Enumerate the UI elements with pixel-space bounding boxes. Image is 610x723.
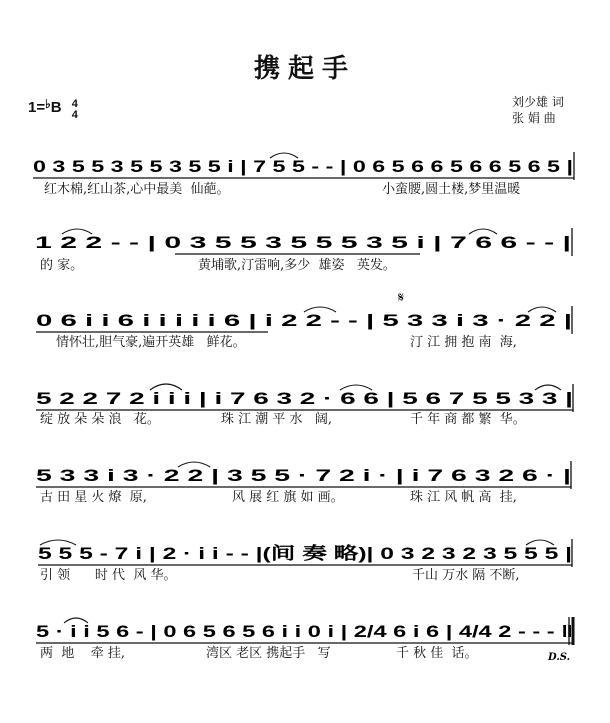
notes-system-3: 0 6 i i 6 i i i i i 6 | i 2 2 - - | 5 3 3 i 3 · 2 2 | — [36, 311, 572, 330]
time-top: 4 — [71, 98, 78, 110]
lyric-line: 黄埔歌,汀雷响,多少 雄姿 英发。 — [198, 258, 396, 273]
lyricist-credit: 刘少雄 词 — [512, 95, 564, 109]
lyric-line: 绽 放 朵 朵 浪 花。 — [40, 412, 160, 427]
lyric-line: 引 领 时 代 风 华。 — [40, 568, 177, 583]
lyric-line: 的 家。 — [40, 258, 84, 273]
lyric-line: 千山 万水 隔 不断, — [412, 568, 520, 583]
lyric-line: 珠 江 潮 平 水 阔, — [221, 412, 333, 427]
lyric-line: 小蛮腰,圆土楼,梦里温暖 — [382, 182, 521, 197]
system-5 — [36, 461, 571, 489]
lyric-line: 湾区 老区 携起手 写 — [206, 646, 331, 661]
segno-icon: 𝄋 — [398, 290, 405, 306]
notes-system-2: 1 2 2 - - | 0 3 5 5 3 5 5 5 3 5 i | 7 6 6 - - | — [35, 233, 571, 252]
lyric-line: 古 田 星 火 燎 原, — [40, 490, 147, 505]
system-2 — [35, 228, 572, 256]
lyric-line: 两 地 牵 挂, — [40, 646, 126, 661]
lyric-line: 情怀壮,胆气豪,遍开英雄 鲜花。 — [56, 335, 246, 350]
notes-system-1: 0 3 5 5 3 5 5 3 5 5 i | 7 5 5 - - | 0 6 5 6 6 5 6 6 5 6 5 | — [33, 157, 573, 176]
lyric-line: 风 展 红 旗 如 画。 — [232, 490, 344, 505]
ds-marking: D.S. — [548, 652, 571, 663]
lyric-line: 珠 江 风 帆 高 挂, — [410, 490, 517, 505]
flat-symbol: ♭ — [45, 97, 51, 111]
lyric-line: 汀 江 拥 抱 南 海, — [410, 335, 517, 350]
notes-system-4: 5 2 2 7 2 i i i | i 7 6 3 2 · 6 6 | 5 6 7 5 5 3 3 | — [36, 389, 573, 408]
system-4 — [36, 384, 573, 412]
system-6 — [38, 539, 572, 567]
lyric-line: 红木棉,红山茶,心中最美 仙葩。 — [44, 182, 230, 197]
system-1 — [33, 152, 574, 180]
song-title: 携起手 — [253, 54, 356, 84]
key-prefix: 1= — [28, 99, 46, 116]
lyric-line: 千 秋 佳 话。 — [396, 646, 478, 661]
key-name: B — [50, 99, 62, 116]
notes-system-7: 5 · i i 5 6 - | 0 6 5 6 5 6 i i 0 i | 2/4 6 i 6 | 4/4 2 - - - ‖ — [36, 622, 573, 641]
lyric-line: 千 年 商 都 繁 华。 — [410, 412, 526, 427]
system-3 — [36, 290, 572, 334]
composer-credit: 张 娟 曲 — [512, 111, 556, 125]
time-bottom: 4 — [71, 109, 78, 121]
notes-system-5: 5 3 3 i 3 · 2 2 | 3 5 5 · 7 2 i · | i 7 6 3 2 6 · | — [36, 466, 571, 485]
notes-system-6: 5 5 5 - 7 i | 2 · i i - - |(间 奏 略)| 0 3 2 3 2 3 5 5 5 | — [38, 544, 407, 563]
